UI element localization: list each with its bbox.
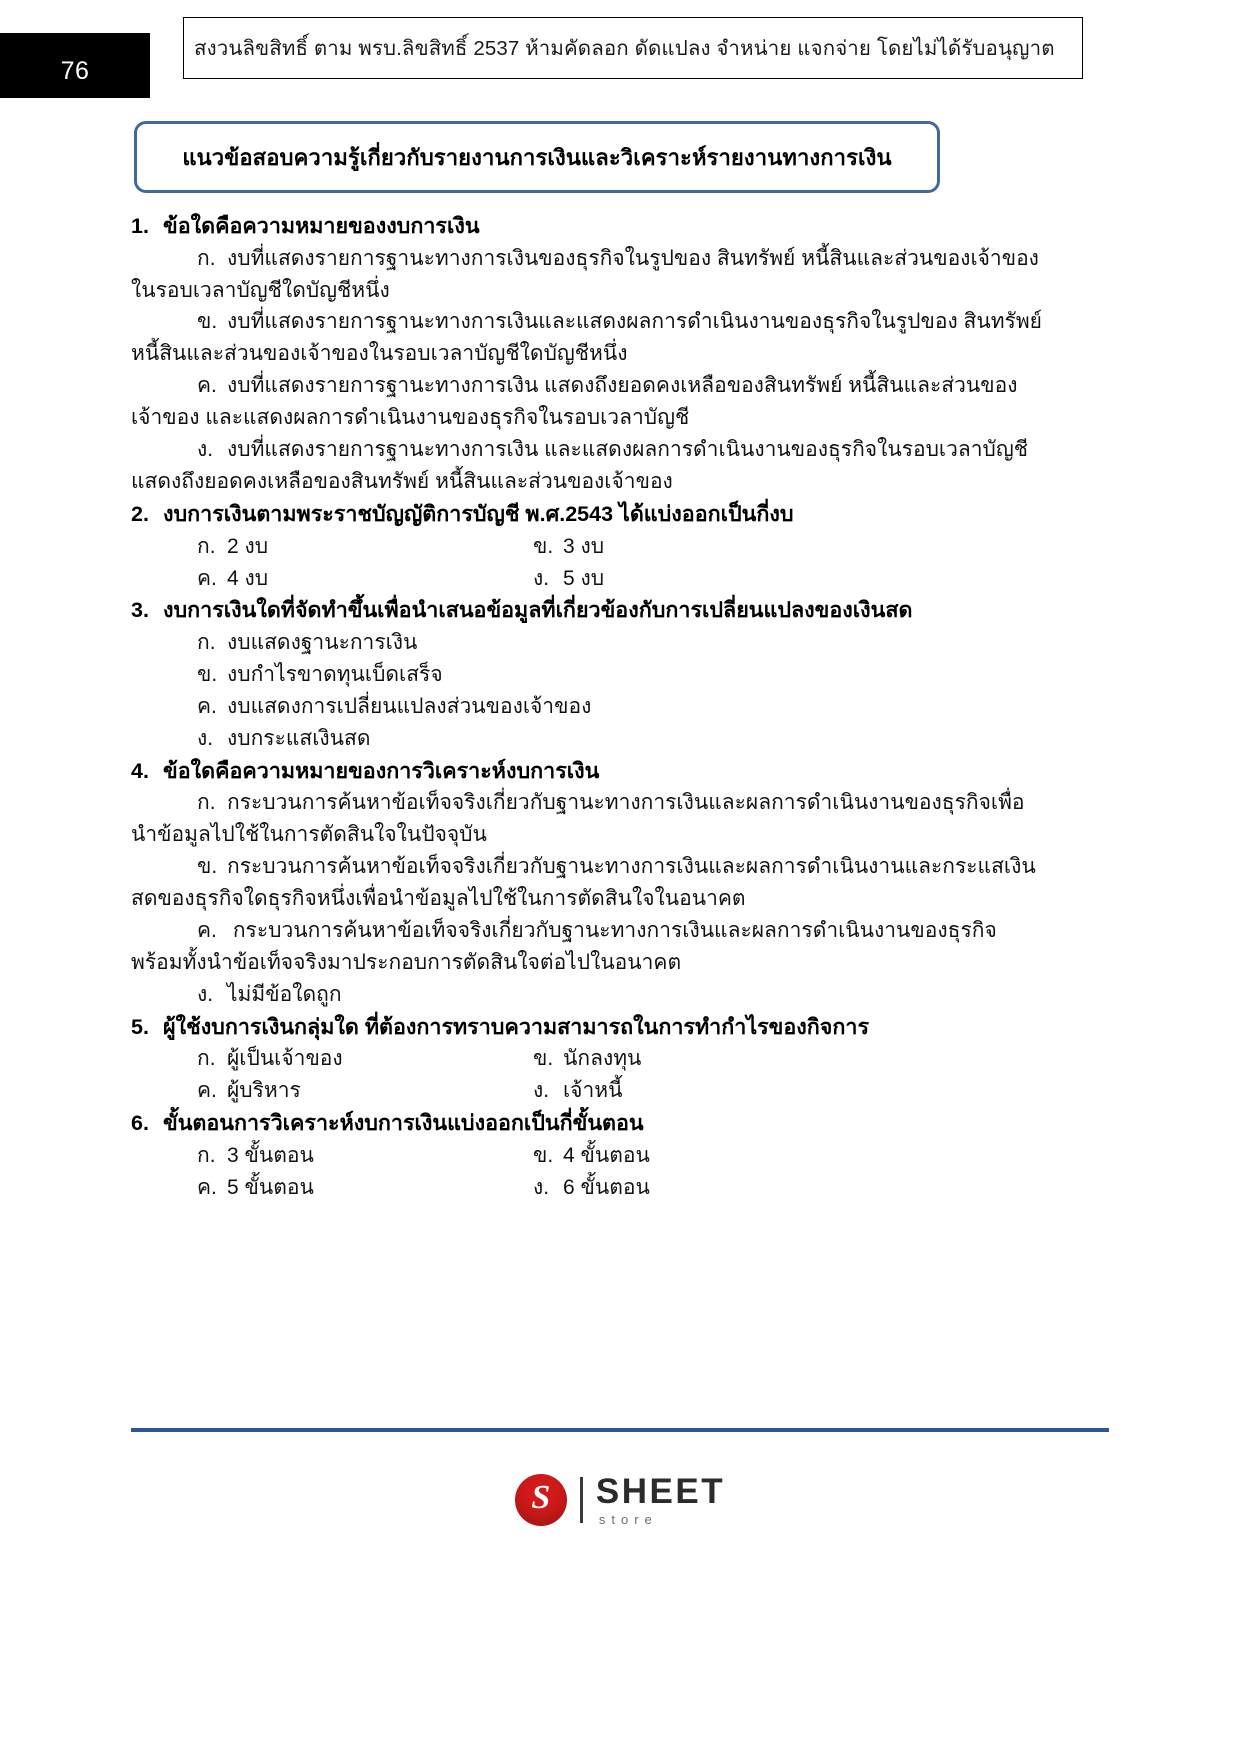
answer-option-key: ค.: [197, 374, 217, 398]
logo-divider: [580, 1477, 583, 1523]
exam-title-text: แนวข้อสอบความรู้เกี่ยวกับรายงานการเงินและวิเคราะห์รายงานทางการเงิน: [182, 144, 892, 170]
answer-option-key: ก.: [197, 1143, 216, 1167]
answer-option[interactable]: [0, 851, 1240, 883]
question-heading: [0, 498, 1240, 531]
answer-option-text: เจ้าหนี้: [563, 1079, 623, 1103]
answer-option[interactable]: [197, 1075, 533, 1107]
question-text: งบการเงินตามพระราชบัญญัติการบัญชี พ.ศ.2543 ได้แบ่งออกเป็นกี่งบ: [163, 501, 794, 526]
logo-subtitle: store: [598, 1512, 658, 1527]
answer-option-text: งบกระแสเงินสด: [227, 726, 371, 750]
answer-option[interactable]: [533, 1075, 622, 1107]
question-number: 1.: [131, 214, 149, 238]
answer-option-text: ผู้บริหาร: [227, 1079, 301, 1103]
answer-option-continuation: แสดงถึงยอดคงเหลือของสินทรัพย์ หนี้สินและส่วนของเจ้าของ: [131, 470, 673, 494]
answer-option-key: ง.: [533, 566, 550, 590]
answer-option-key: ข.: [197, 662, 218, 686]
answer-option-text: 6 ขั้นตอน: [563, 1175, 650, 1199]
answer-option-row: [0, 1075, 1240, 1107]
answer-option-key: ง.: [197, 726, 214, 750]
answer-option-text: 5 งบ: [563, 566, 605, 590]
question-heading: [0, 594, 1240, 627]
answer-option-row: [0, 1043, 1240, 1075]
answer-option-text: กระบวนการค้นหาข้อเท็จจริงเกี่ยวกับฐานะทางการเงินและผลการดำเนินงานของธุรกิจ: [227, 919, 997, 942]
question-text: งบการเงินใดที่จัดทำขึ้นเพื่อนำเสนอข้อมูลที่เกี่ยวข้องกับการเปลี่ยนแปลงของเงินสด: [163, 598, 913, 623]
answer-option-text: 3 งบ: [563, 534, 605, 558]
question-number: 4.: [131, 758, 149, 783]
answer-option-text: งบกำไรขาดทุนเบ็ดเสร็จ: [227, 662, 443, 686]
answer-option-text: 2 งบ: [227, 534, 269, 558]
answer-option[interactable]: [0, 979, 1240, 1011]
answer-option-key: ค.: [197, 1175, 217, 1199]
question-heading: [0, 1107, 1240, 1140]
answer-option-key: ข.: [533, 1047, 554, 1071]
answer-option-row: [0, 563, 1240, 595]
answer-option-key: ค.: [197, 566, 217, 590]
answer-option[interactable]: [533, 1140, 650, 1172]
answer-option-row: [0, 1140, 1240, 1172]
questions-container: [0, 210, 1240, 1204]
answer-option[interactable]: [0, 915, 1240, 947]
answer-option-text: งบที่แสดงรายการฐานะทางการเงินและแสดงผลการดำเนินงานของธุรกิจในรูปของ สินทรัพย์: [227, 310, 1042, 334]
answer-option-continuation: พร้อมทั้งนำข้อเท็จจริงมาประกอบการตัดสินใจต่อไปในอนาคต: [131, 950, 682, 974]
question-heading: [0, 1011, 1240, 1044]
answer-option-text: งบที่แสดงรายการฐานะทางการเงินของธุรกิจในรูปของ สินทรัพย์ หนี้สินและส่วนของเจ้าของ: [227, 246, 1039, 270]
copyright-notice-text: สงวนลิขสิทธิ์ ตาม พรบ.ลิขสิทธิ์ 2537 ห้ามคัดลอก ดัดแปลง จำหน่าย แจกจ่าย โดยไม่ได้รับอนุญาต: [194, 36, 1055, 60]
answer-option-key: ค.: [197, 694, 217, 718]
answer-option-key: ง.: [197, 438, 214, 462]
answer-option-text: นักลงทุน: [563, 1047, 642, 1071]
copyright-notice-box: [183, 17, 1083, 79]
answer-option[interactable]: [0, 723, 1240, 755]
answer-option-key: ก.: [197, 246, 216, 270]
answer-option-continuation: ในรอบเวลาบัญชีใดบัญชีหนึ่ง: [131, 278, 390, 302]
question-number: 2.: [131, 501, 149, 526]
question-heading: [0, 755, 1240, 788]
answer-option-row: [0, 531, 1240, 563]
answer-option-continuation: หนี้สินและส่วนของเจ้าของในรอบเวลาบัญชีใดบัญชีหนึ่ง: [131, 342, 628, 366]
answer-option[interactable]: [0, 787, 1240, 819]
answer-option-text: ไม่มีข้อใดถูก: [227, 982, 342, 1006]
question-number: 5.: [131, 1014, 149, 1039]
answer-option[interactable]: [533, 531, 604, 563]
answer-option-key: ค.: [197, 919, 217, 942]
answer-option-key: ข.: [533, 1143, 554, 1167]
answer-option-key: ง.: [533, 1079, 550, 1103]
logo-initial: S: [531, 1479, 551, 1516]
sheet-logo-icon: [515, 1474, 567, 1526]
footer-divider: [131, 1428, 1109, 1432]
page-number: 76: [60, 57, 90, 85]
answer-option-key: ง.: [533, 1175, 550, 1199]
answer-option-key: ก.: [197, 791, 216, 815]
answer-option-text: 4 ขั้นตอน: [563, 1143, 650, 1167]
exam-title-box: [134, 121, 940, 193]
answer-option[interactable]: [197, 1172, 533, 1204]
page-number-box: [0, 33, 150, 98]
question-text: ข้อใดคือความหมายของงบการเงิน: [163, 214, 480, 238]
answer-option[interactable]: [0, 691, 1240, 723]
answer-option-text: กระบวนการค้นหาข้อเท็จจริงเกี่ยวกับฐานะทางการเงินและผลการดำเนินงานของธุรกิจเพื่อ: [227, 791, 1025, 815]
answer-option-text: ผู้เป็นเจ้าของ: [227, 1047, 343, 1071]
answer-option-text: กระบวนการค้นหาข้อเท็จจริงเกี่ยวกับฐานะทางการเงินและผลการดำเนินงานและกระแสเงิน: [227, 855, 1036, 879]
answer-option-text: 3 ขั้นตอน: [227, 1143, 314, 1167]
answer-option[interactable]: [197, 1140, 533, 1172]
answer-option-text: งบแสดงการเปลี่ยนแปลงส่วนของเจ้าของ: [227, 694, 592, 718]
answer-option[interactable]: [0, 370, 1240, 402]
answer-option-text: 5 ขั้นตอน: [227, 1175, 314, 1199]
answer-option[interactable]: [533, 563, 604, 595]
answer-option-key: ค.: [197, 1079, 217, 1103]
answer-option[interactable]: [0, 434, 1240, 466]
answer-option-key: ข.: [533, 534, 554, 558]
answer-option-key: ง.: [197, 982, 214, 1006]
question-heading: [0, 210, 1240, 243]
answer-option[interactable]: [197, 563, 533, 595]
answer-option-text: งบแสดงฐานะการเงิน: [227, 631, 418, 655]
footer-logo: [0, 1455, 1240, 1545]
answer-option-key: ก.: [197, 631, 216, 655]
answer-option[interactable]: [533, 1172, 650, 1204]
question-text: ผู้ใช้งบการเงินกลุ่มใด ที่ต้องการทราบความสามารถในการทำกำไรของกิจการ: [163, 1014, 870, 1039]
answer-option[interactable]: [197, 1043, 533, 1075]
answer-option[interactable]: [0, 243, 1240, 275]
logo-name: SHEET: [595, 1472, 726, 1511]
answer-option[interactable]: [0, 627, 1240, 659]
page-header: [0, 0, 1240, 100]
answer-option-text: งบที่แสดงรายการฐานะทางการเงิน แสดงถึงยอดคงเหลือของสินทรัพย์ หนี้สินและส่วนของ: [227, 374, 1018, 398]
question-number: 6.: [131, 1111, 149, 1136]
answer-option-continuation: เจ้าของ และแสดงผลการดำเนินงานของธุรกิจในรอบเวลาบัญชี: [131, 406, 690, 430]
answer-option-text: งบที่แสดงรายการฐานะทางการเงิน และแสดงผลการดำเนินงานของธุรกิจในรอบเวลาบัญชี: [227, 438, 1029, 462]
answer-option-row: [0, 1172, 1240, 1204]
answer-option-continuation: สดของธุรกิจใดธุรกิจหนึ่งเพื่อนำข้อมูลไปใช้ในการตัดสินใจในอนาคต: [131, 887, 746, 911]
answer-option[interactable]: [533, 1043, 641, 1075]
answer-option-key: ก.: [197, 534, 216, 558]
answer-option-key: ข.: [197, 310, 218, 334]
answer-option[interactable]: [0, 306, 1240, 338]
answer-option[interactable]: [0, 659, 1240, 691]
question-text: ข้อใดคือความหมายของการวิเคราะห์งบการเงิน: [163, 758, 600, 783]
question-text: ขั้นตอนการวิเคราะห์งบการเงินแบ่งออกเป็นกี่ขั้นตอน: [163, 1111, 644, 1136]
answer-option-key: ข.: [197, 855, 218, 879]
answer-option-continuation: นำข้อมูลไปใช้ในการตัดสินใจในปัจจุบัน: [131, 823, 487, 847]
answer-option-key: ก.: [197, 1047, 216, 1071]
question-number: 3.: [131, 598, 149, 623]
answer-option-text: 4 งบ: [227, 566, 269, 590]
answer-option[interactable]: [197, 531, 533, 563]
